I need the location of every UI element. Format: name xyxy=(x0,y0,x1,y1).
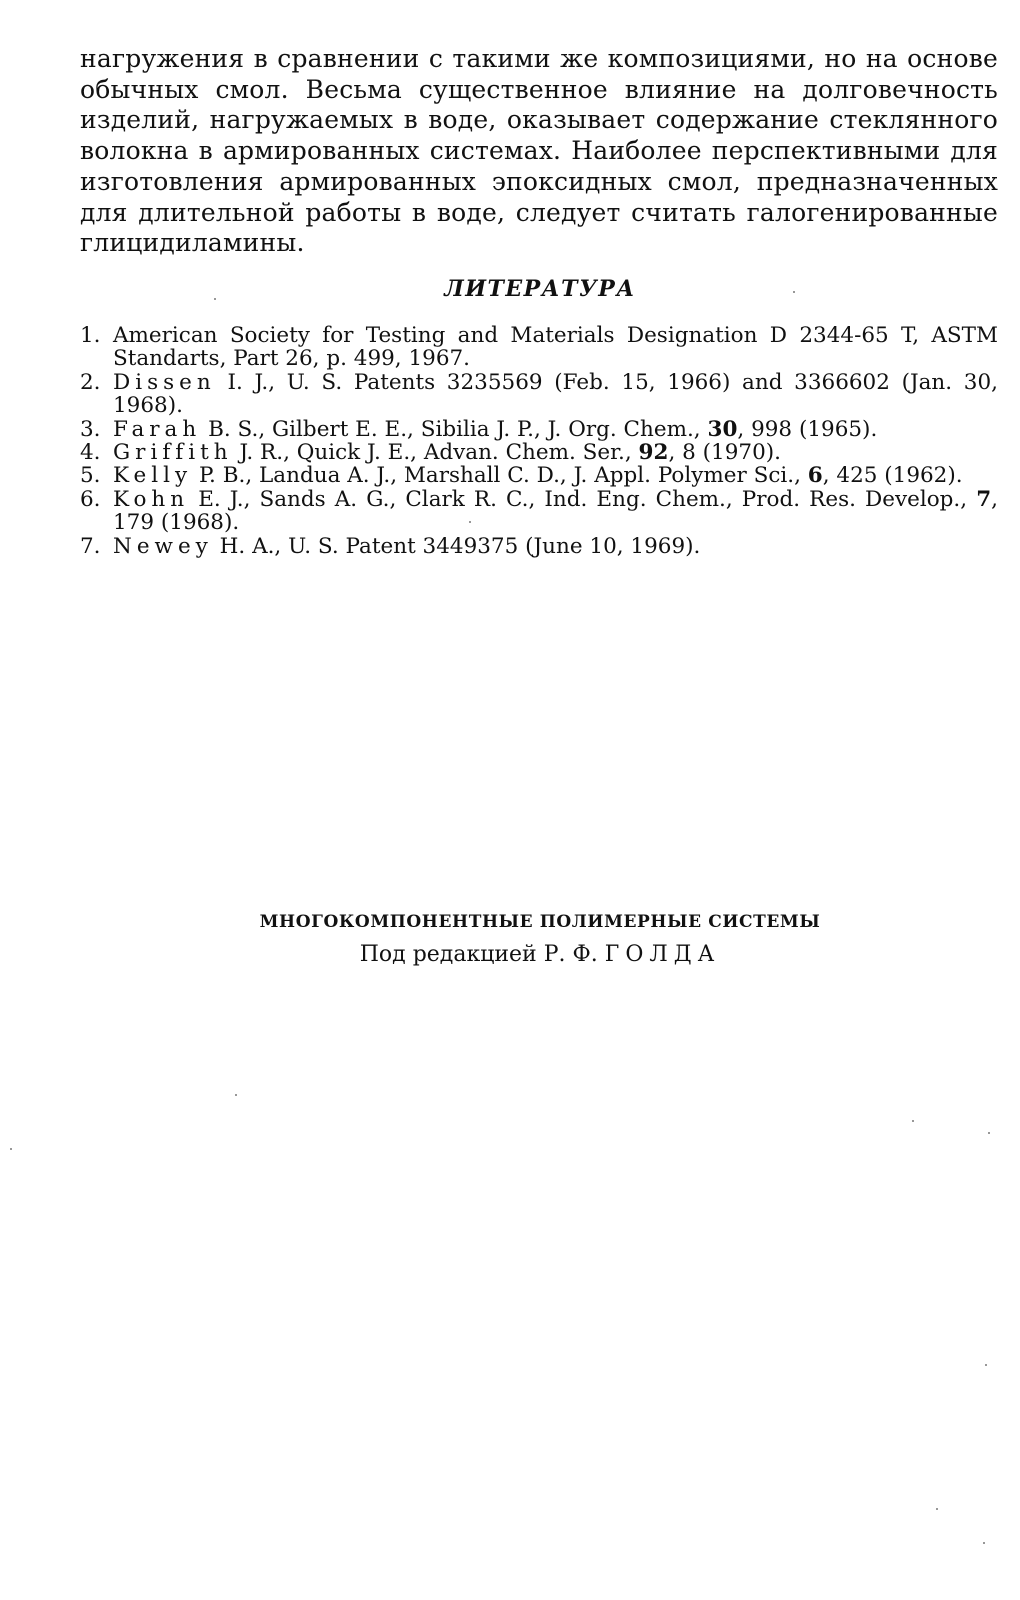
reference-text xyxy=(113,464,998,487)
references-heading: ЛИТЕРАТУРА xyxy=(444,276,636,302)
reference-number: 7. xyxy=(80,533,101,559)
scan-speck xyxy=(235,1094,237,1096)
reference-volume: 92 xyxy=(638,440,669,466)
book-editor xyxy=(0,942,1020,967)
reference-pages: , 8 (1970). xyxy=(668,440,781,466)
scan-speck xyxy=(988,1132,990,1134)
reference-text xyxy=(113,418,998,441)
reference-author: Griffith xyxy=(113,440,233,466)
reference-citation: B. S., Gilbert E. E., Sibilia J. P., J. Org. Chem., xyxy=(201,416,708,442)
reference-item xyxy=(80,441,998,464)
reference-volume: 7 xyxy=(976,486,992,512)
reference-citation: H. A., U. S. Patent 3449375 (June 10, 1969). xyxy=(212,533,701,559)
scan-speck xyxy=(936,1508,938,1510)
reference-citation: E. J., Sands A. G., Clark R. C., Ind. Eng. Chem., Prod. Res. Develop., xyxy=(189,486,977,512)
reference-text xyxy=(113,324,998,371)
reference-volume: 6 xyxy=(807,463,823,489)
references-list xyxy=(80,324,998,558)
scan-speck xyxy=(912,1120,914,1122)
editor-name: ГОЛДА xyxy=(604,942,721,967)
reference-citation: J. R., Quick J. E., Advan. Chem. Ser., xyxy=(232,440,639,466)
reference-number: 6. xyxy=(80,486,101,512)
reference-number: 5. xyxy=(80,463,101,489)
reference-author: Dissen xyxy=(113,369,216,395)
reference-text xyxy=(113,441,998,464)
reference-text xyxy=(113,488,998,535)
reference-item xyxy=(80,488,998,535)
scan-speck xyxy=(793,291,795,293)
reference-pages: , 998 (1965). xyxy=(737,416,878,442)
reference-number: 1. xyxy=(80,323,101,348)
scan-speck xyxy=(214,298,216,300)
reference-citation: I. J., U. S. Patents 3235569 (Feb. 15, 1966) and 3366602 (Jan. 30, 1968). xyxy=(113,369,998,419)
reference-text xyxy=(113,371,998,418)
reference-item xyxy=(80,464,998,487)
reference-citation: American Society for Testing and Materials Designation D 2344-65 T, ASTM Standarts, Part 26, p. 499, 1967. xyxy=(113,323,998,372)
reference-author: Farah xyxy=(113,416,202,442)
reference-item xyxy=(80,371,998,418)
reference-pages: , 179 (1968). xyxy=(113,486,998,536)
editor-prefix: Под редакцией Р. Ф. xyxy=(359,942,598,967)
reference-number: 3. xyxy=(80,416,101,442)
scan-speck xyxy=(469,521,471,523)
reference-number: 4. xyxy=(80,440,101,466)
reference-citation: P. B., Landua A. J., Marshall C. D., J. Appl. Polymer Sci., xyxy=(192,463,808,489)
reference-item xyxy=(80,324,998,371)
reference-text xyxy=(113,535,998,558)
reference-number: 2. xyxy=(80,369,101,395)
body-paragraph: нагружения в сравнении с такими же композициями, но на основе обычных смол. Весьма существенное влияние на долговечность изделий, нагружаемых в воде, оказывает содержание стеклянного волокна в армированных системах. Наиболее перспективными для изготовления армированных эпоксидных смол, предназначенных для длительной работы в воде, следует считать галогенированные глицидиламины. xyxy=(80,44,998,258)
reference-item xyxy=(80,418,998,441)
reference-author: Kohn xyxy=(113,486,190,512)
scan-speck xyxy=(983,1542,985,1544)
scan-speck xyxy=(985,1364,987,1366)
reference-item xyxy=(80,535,998,558)
scan-speck xyxy=(10,1148,12,1150)
reference-author: Kelly xyxy=(113,463,193,489)
reference-volume: 30 xyxy=(707,416,738,442)
book-title: МНОГОКОМПОНЕНТНЫЕ ПОЛИМЕРНЫЕ СИСТЕМЫ xyxy=(259,912,821,932)
reference-pages: , 425 (1962). xyxy=(822,463,963,489)
reference-author: Newey xyxy=(113,533,213,559)
